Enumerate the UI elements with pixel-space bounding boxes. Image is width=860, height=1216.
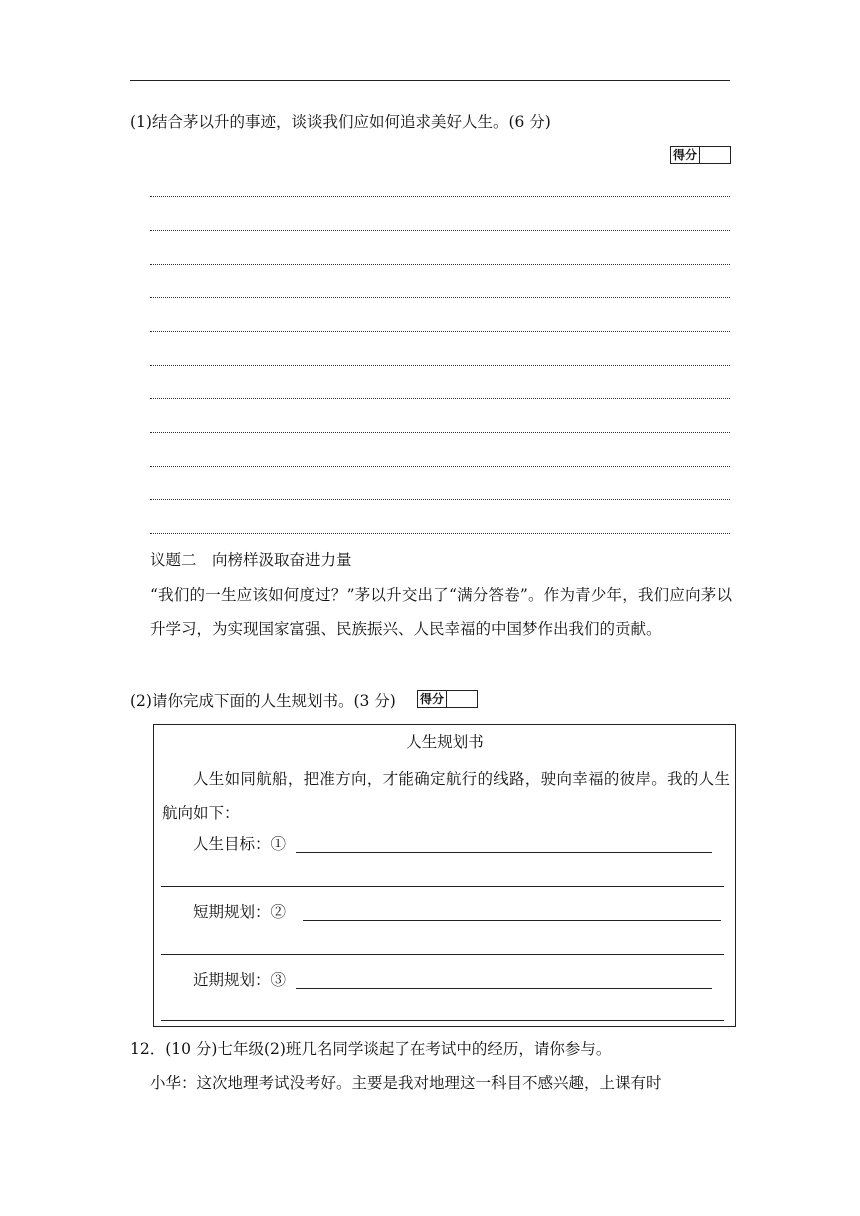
- short-term-plan-label: 短期规划：②: [193, 903, 287, 921]
- answer-line[interactable]: [150, 264, 730, 265]
- answer-line[interactable]: [150, 466, 730, 467]
- topic-2-paragraph: “我们的一生应该如何度过？”茅以升交出了“满分答卷”。作为青少年，我们应向茅以升学习，为实现国家富强、民族振兴、人民幸福的中国梦作出我们的贡献。: [150, 586, 732, 638]
- answer-line[interactable]: [150, 398, 730, 399]
- score-input-q2[interactable]: [447, 691, 477, 707]
- near-term-plan-label: 近期规划：③: [193, 971, 287, 989]
- question-2-prompt: (2)请你完成下面的人生规划书。(3 分): [130, 692, 396, 710]
- answer-line[interactable]: [150, 499, 730, 500]
- question-1-prompt: (1)结合茅以升的事迹，谈谈我们应如何追求美好人生。(6 分): [130, 113, 551, 131]
- answer-line[interactable]: [150, 297, 730, 298]
- score-box-q2: [417, 690, 478, 708]
- answer-line[interactable]: [150, 230, 730, 231]
- answer-line[interactable]: [150, 432, 730, 433]
- page-header-rule: [130, 80, 730, 81]
- score-label: 得分: [418, 691, 447, 707]
- answer-line[interactable]: [150, 196, 730, 197]
- answer-line[interactable]: [150, 331, 730, 332]
- life-goal-input-line-2[interactable]: [161, 886, 724, 887]
- life-goal-label: 人生目标：①: [193, 835, 287, 853]
- score-input-q1[interactable]: [700, 147, 730, 163]
- near-term-plan-input[interactable]: [296, 988, 712, 989]
- score-label: 得分: [671, 147, 700, 163]
- life-goal-input[interactable]: [296, 852, 712, 853]
- near-term-plan-input-line-2[interactable]: [161, 1020, 724, 1021]
- topic-2-heading: 议题二 向榜样汲取奋进力量: [150, 551, 352, 569]
- short-term-plan-input-line-2[interactable]: [161, 954, 724, 955]
- question-12-prompt: 12．(10 分)七年级(2)班几名同学谈起了在考试中的经历，请你参与。: [130, 1040, 612, 1058]
- life-plan-intro: 人生如同航船，把准方向，才能确定航行的线路，驶向幸福的彼岸。我的人生航向如下：: [162, 770, 730, 822]
- life-plan-title: 人生规划书: [406, 733, 484, 751]
- score-box-q1: [670, 146, 731, 164]
- xiaohua-statement: 小华：这次地理考试没考好。主要是我对地理这一科目不感兴趣，上课有时: [150, 1074, 662, 1092]
- answer-line[interactable]: [150, 365, 730, 366]
- short-term-plan-input[interactable]: [303, 920, 721, 921]
- answer-line[interactable]: [150, 533, 730, 534]
